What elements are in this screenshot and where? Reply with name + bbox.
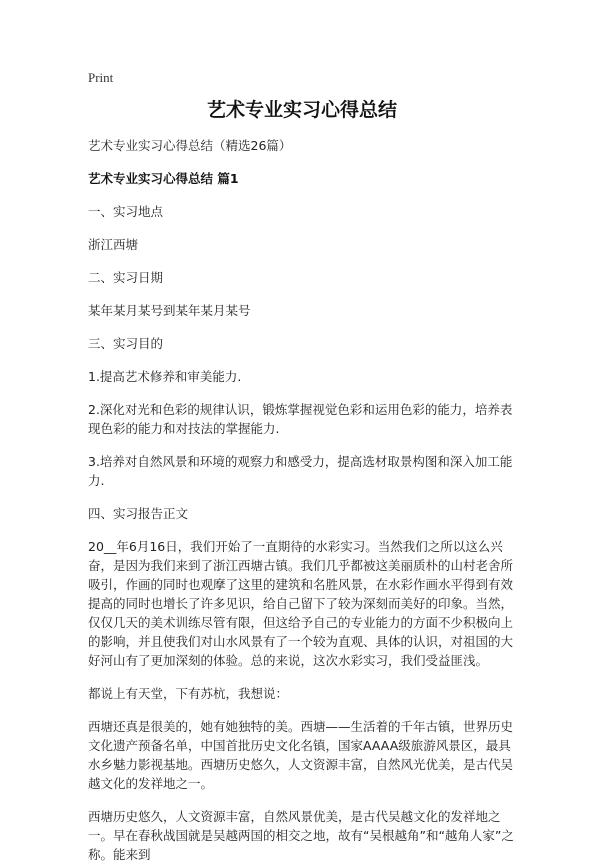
page-title: 艺术专业实习心得总结 (206, 99, 397, 121)
document-subtitle: 艺术专业实习心得总结（精选26篇） (88, 138, 292, 153)
report-paragraph-1: 20__年6月16日，我们开始了一直期待的水彩实习。当然我们之所以这么兴奋，是因为我们来到了浙江西塘古镇。我们几乎都被这美丽质朴的山村老舍所吸引，作画的同时也观摩了这里的建筑和名胜风景，在水彩作画水平得到有效提高的同时也增长了许多见识，给自己留下了较为深刻而美好的印象。当然，仅仅几天的美术训练尽管有限，但这给予自己的专业能力的方面不少积极向上的影响，并且使我们对山水风景有了一个较为直观、具体的认识，对祖国的大好河山有了更加深刻的体验。总的来说，这次水彩实习，我们受益匪浅。 (88, 539, 514, 668)
purpose-item-1: 1.提高艺术修养和审美能力. (88, 369, 242, 384)
report-paragraph-3: 西塘还真是很美的，她有她独特的美。西塘——生活着的千年古镇，世界历史文化遗产预备名单，中国首批历史文化名镇，国家AAAA级旅游风景区，最具水乡魅力影视基地。西塘历史悠久，人文资源丰富，自然风光优美，是古代吴越文化的发祥地之一。 (88, 719, 514, 791)
date-text: 某年某月某号到某年某月某号 (88, 303, 251, 318)
report-paragraph-2: 都说上有天堂，下有苏杭，我想说： (88, 686, 289, 701)
print-link[interactable]: Print (88, 70, 114, 85)
heading-report: 四、实习报告正文 (88, 506, 189, 521)
heading-date: 二、实习日期 (88, 270, 164, 285)
report-paragraph-4: 西塘历史悠久，人文资源丰富，自然风景优美，是古代吴越文化的发祥地之一。早在春秋战国就是吴越两国的相交之地，故有“吴根越角”和“越角人家”之称。能来到 (88, 809, 514, 862)
purpose-item-3: 3.培养对自然风景和环境的观察力和感受力，提高选材取景构图和深入加工能力. (88, 454, 513, 488)
heading-location: 一、实习地点 (88, 204, 164, 219)
location-text: 浙江西塘 (88, 237, 139, 252)
document-page (88, 66, 516, 864)
section-heading: 艺术专业实习心得总结 篇1 (88, 171, 239, 186)
heading-purpose: 三、实习目的 (88, 336, 164, 351)
purpose-item-2: 2.深化对光和色彩的规律认识，锻炼掌握视觉色彩和运用色彩的能力，培养表现色彩的能力和对技法的掌握能力. (88, 402, 513, 436)
